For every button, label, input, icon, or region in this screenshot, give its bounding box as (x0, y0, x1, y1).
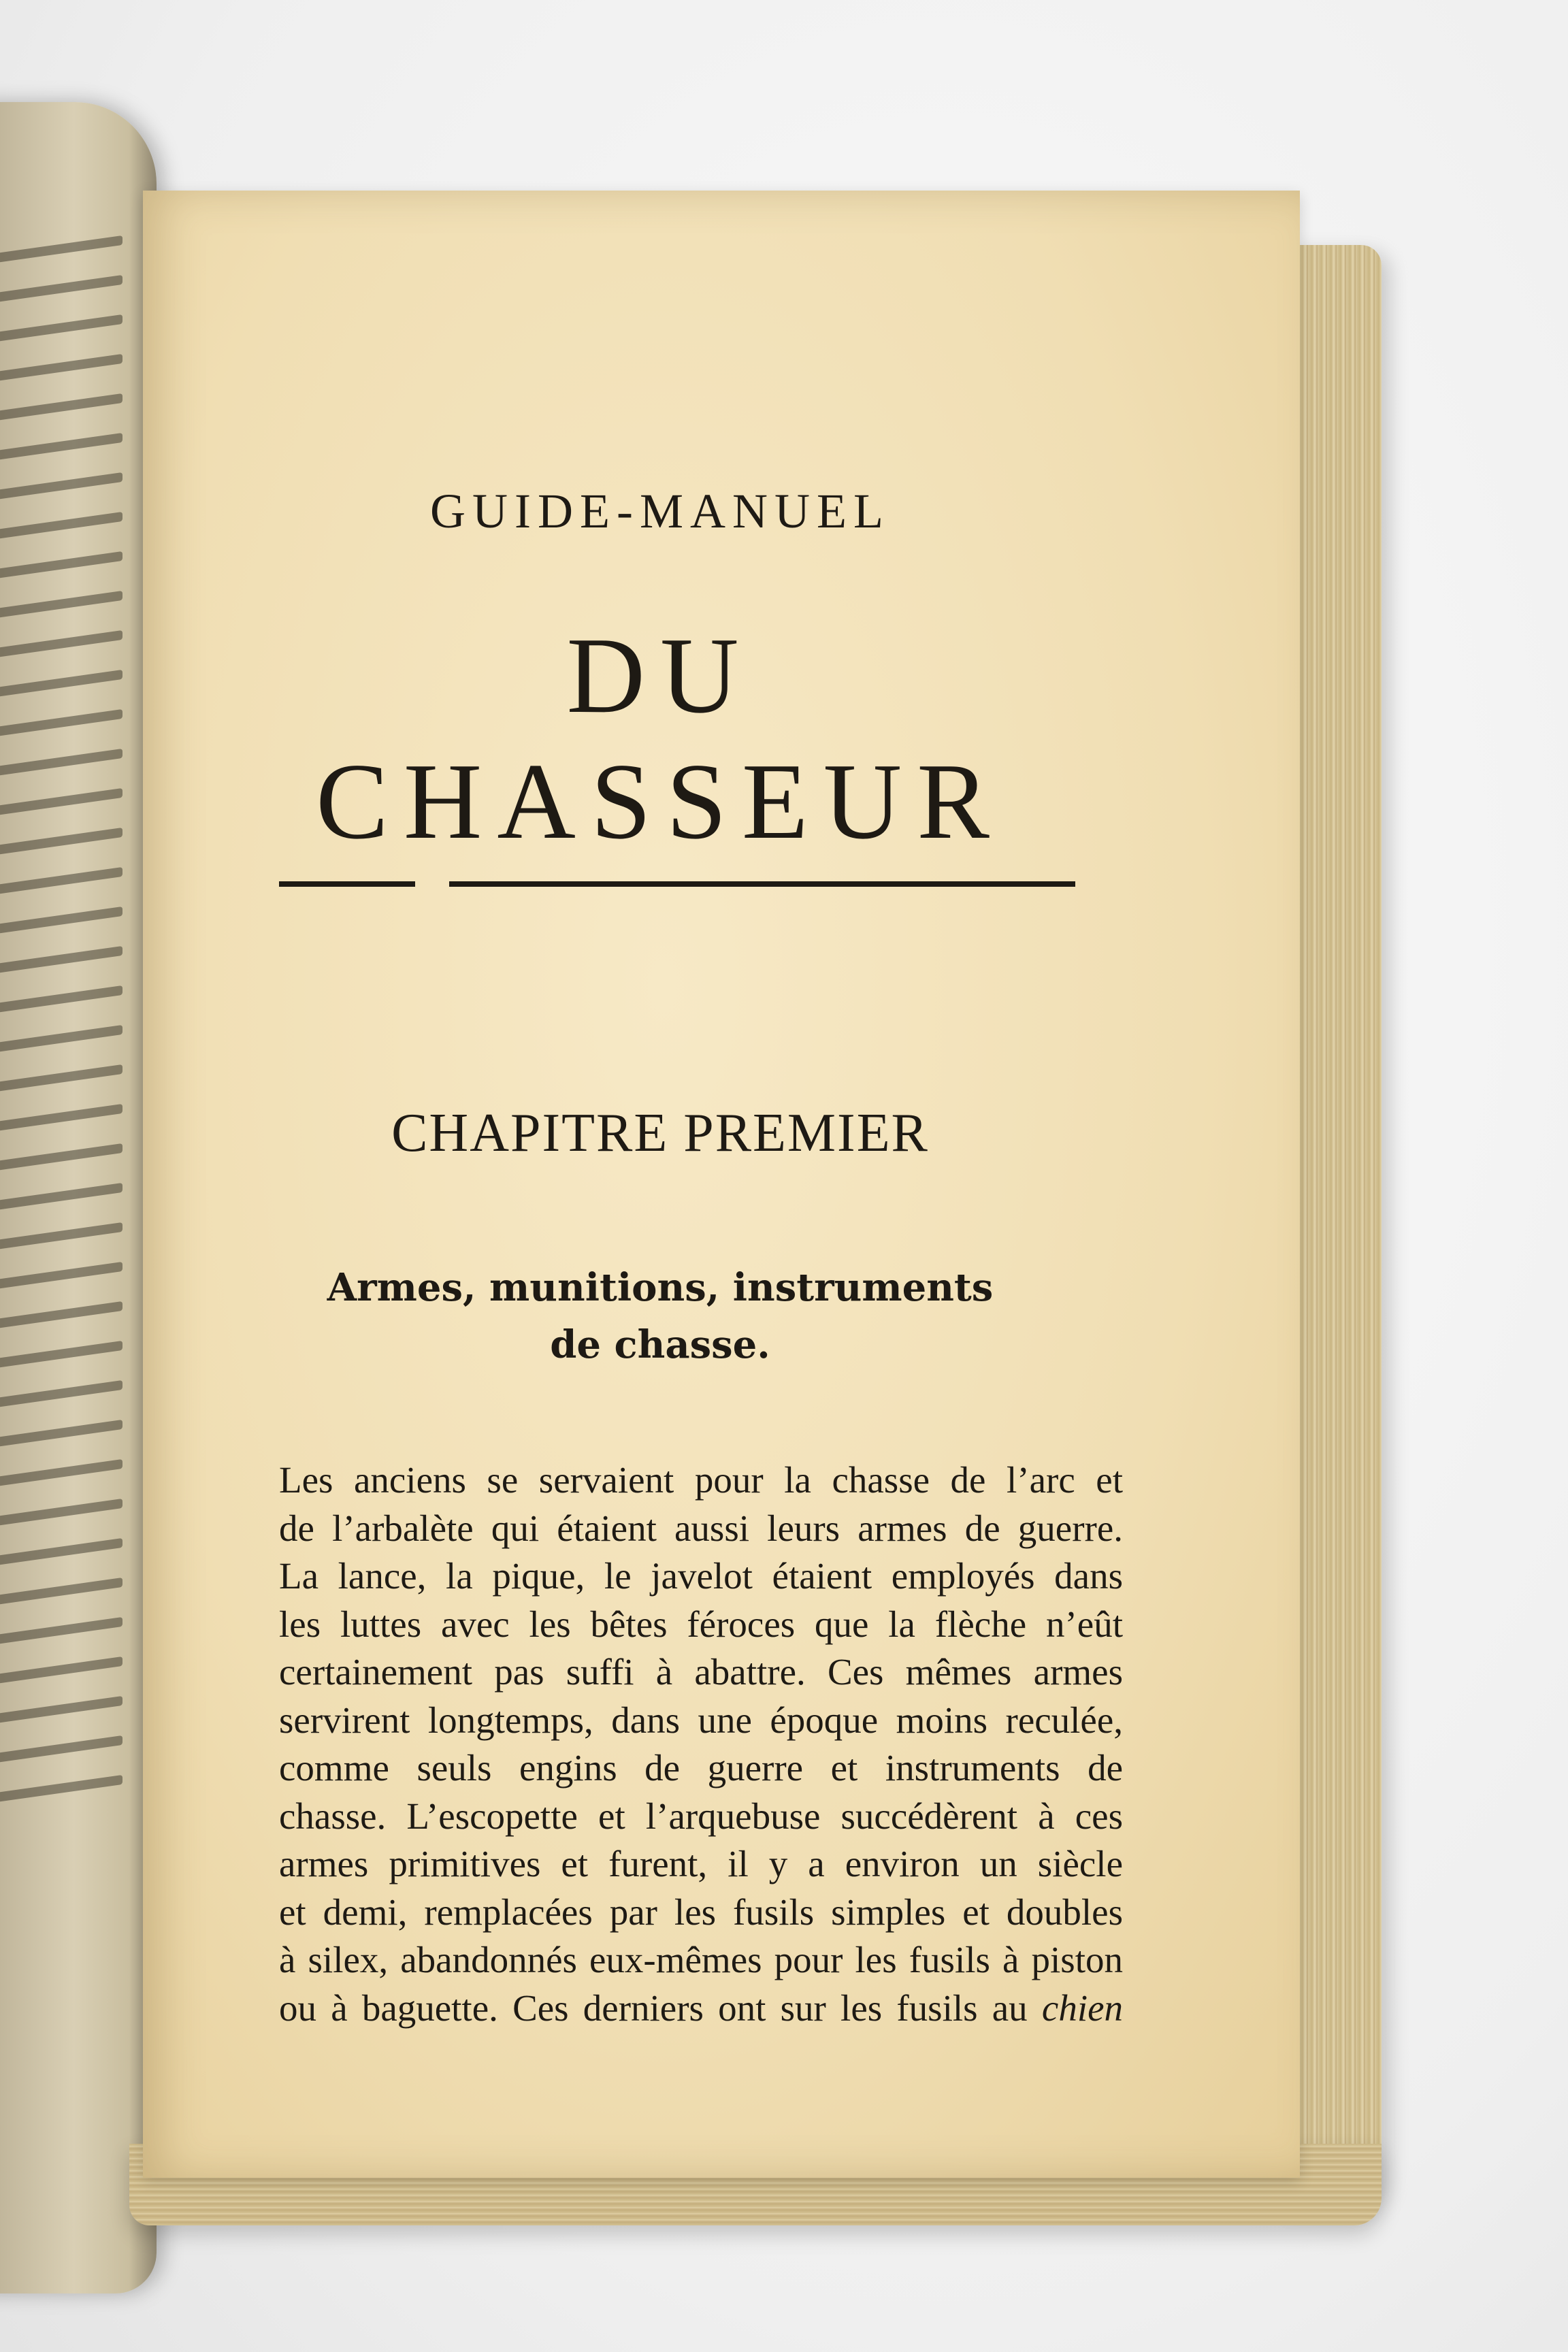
chapter-heading: CHAPITRE PREMIER (391, 1103, 929, 1163)
running-title: GUIDE-MANUEL (430, 484, 890, 538)
body-line: comme seuls engins de guerre et instruments de (279, 1747, 1123, 1788)
body-line: les luttes avec les bêtes féroces que la flèche n’eût (279, 1603, 1123, 1645)
main-title: DU CHASSEUR (316, 615, 1004, 862)
left-facing-page (0, 102, 157, 2293)
body-line: à silex, abandonnés eux-mêmes pour les fusils à piston (279, 1939, 1123, 1980)
body-line: de l’arbalète qui étaient aussi leurs armes de guerre. (279, 1507, 1123, 1549)
body-line: et demi, remplacées par les fusils simples et doubles (279, 1891, 1123, 1933)
body-line: armes primitives et furent, il y a environ un siècle (279, 1843, 1123, 1884)
left-page-text-lines (0, 245, 122, 1824)
body-line: certainement pas suffi à abattre. Ces mêmes armes (279, 1651, 1123, 1693)
body-line: chasse. L’escopette et l’arquebuse succédèrent à ces (279, 1795, 1123, 1837)
title-rule-short (279, 881, 415, 887)
body-line: La lance, la pique, le javelot étaient employés dans (279, 1555, 1123, 1597)
title-rule-long (449, 881, 1075, 887)
body-line-last (279, 1984, 1123, 2033)
body-line: Les anciens se servaient pour la chasse de l’arc et (279, 1459, 1123, 1501)
section-title-line-2: de chasse. (550, 1322, 770, 1367)
section-title (286, 1259, 1034, 1373)
italic-word: chien (1041, 1987, 1124, 2029)
body-line: servirent longtemps, dans une époque moins reculée, (279, 1699, 1123, 1741)
body-paragraph (279, 1456, 1123, 2032)
book-page (143, 191, 1300, 2178)
body-line-text: ou à baguette. Ces derniers ont sur les fusils au (279, 1987, 1028, 2029)
section-title-line-1: Armes, munitions, instruments (327, 1265, 994, 1310)
